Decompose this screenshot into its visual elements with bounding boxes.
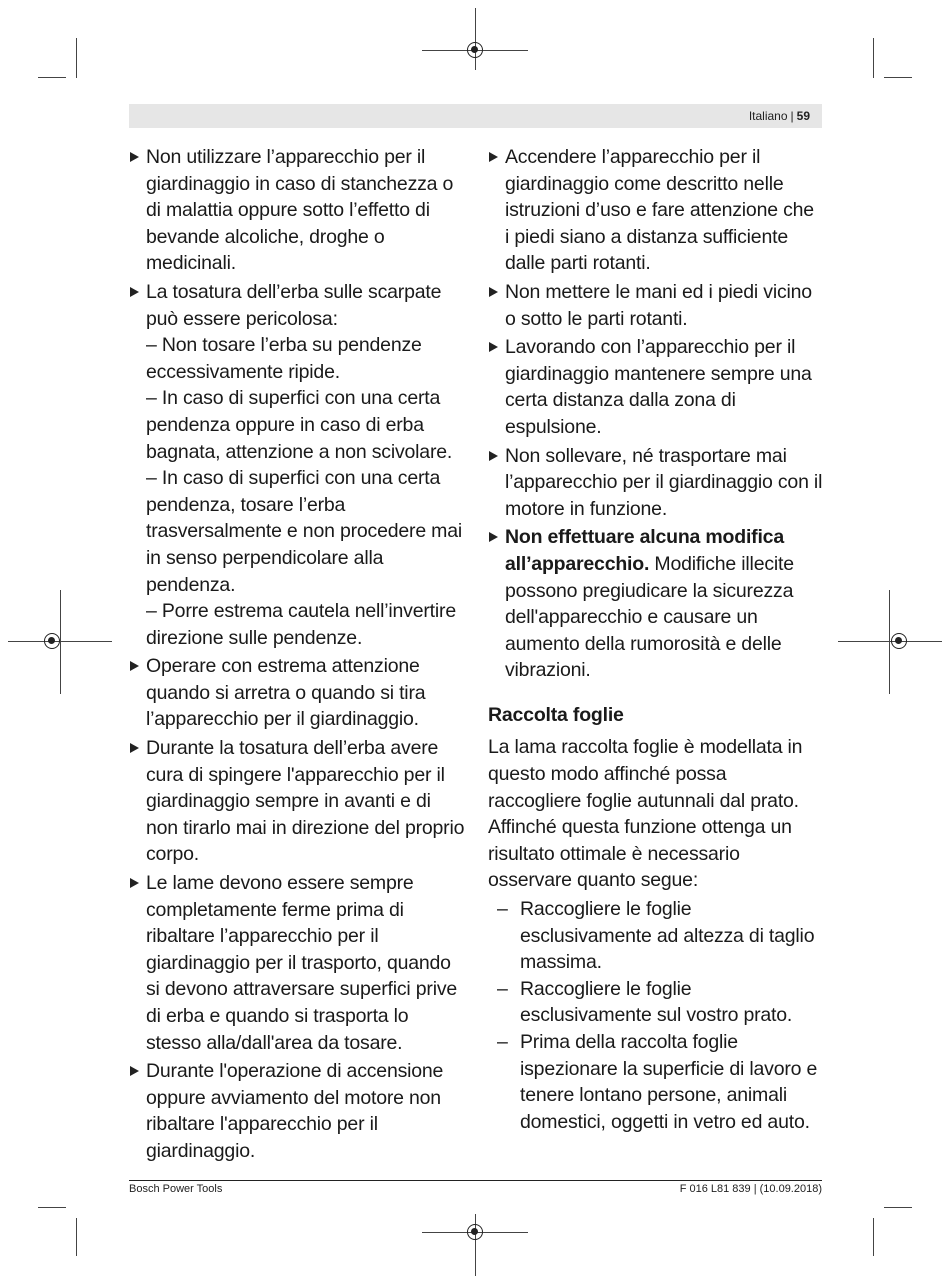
footer-brand: Bosch Power Tools bbox=[129, 1183, 223, 1195]
list-item-text: Accendere l’apparecchio per il giardinaggio come descritto nelle istruzioni d’uso e fare attenzione che i piedi siano a distanza sufficiente dalle parti rotanti. bbox=[505, 146, 814, 275]
triangle-bullet-icon bbox=[489, 532, 498, 542]
registration-mark-icon bbox=[44, 633, 60, 649]
warning-bold-text: Non effettuare alcuna modifica all’apparecchio. bbox=[505, 526, 784, 575]
section-heading: Raccolta foglie bbox=[488, 703, 624, 726]
sub-item-text: – In caso di superfici con una certa pendenza oppure in caso di erba bagnata, attenzione a non scivolare. bbox=[146, 387, 453, 463]
dash-list-item bbox=[488, 976, 823, 1029]
header-text: Italiano | 59 bbox=[748, 109, 810, 123]
dash-bullet-icon: – bbox=[497, 977, 508, 1000]
triangle-bullet-icon bbox=[130, 152, 139, 162]
list-item bbox=[488, 443, 823, 523]
list-item-text: Durante la tosatura dell’erba avere cura di spingere l'apparecchio per il giardinaggio sempre in avanti e di non tirarlo mai in direzione del proprio corpo. bbox=[146, 737, 465, 866]
crop-mark bbox=[873, 1218, 874, 1256]
dash-list-item-text: Raccogliere le foglie esclusivamente sul vostro prato. bbox=[520, 977, 793, 1027]
list-item bbox=[488, 524, 823, 684]
list-item-text: Operare con estrema attenzione quando si arretra o quando si tira l’apparecchio per il giardinaggio. bbox=[146, 655, 426, 731]
list-item-text: Modifiche illecite possono pregiudicare la sicurezza dell'apparecchio e causare un aumento della rumorosità e delle vibrazioni. bbox=[505, 552, 794, 682]
list-item-text: La tosatura dell’erba sulle scarpate può essere pericolosa: bbox=[146, 280, 442, 330]
crop-mark bbox=[38, 1207, 66, 1208]
list-item bbox=[129, 279, 467, 651]
dash-bullet-icon: – bbox=[497, 898, 508, 921]
list-item bbox=[488, 279, 823, 332]
list-item bbox=[129, 144, 467, 277]
footer-divider bbox=[129, 1180, 822, 1181]
list-item-text: Le lame devono essere sempre completamente ferme prima di ribaltare l’apparecchio per il giardinaggio per il trasporto, quando si devono attraversare superfici prive di erba e quando si trasporta lo stesso alla/dall'area da tosare. bbox=[146, 872, 458, 1054]
triangle-bullet-icon bbox=[130, 743, 139, 753]
list-item bbox=[129, 653, 467, 733]
dash-list bbox=[488, 896, 823, 1135]
crop-mark bbox=[76, 1218, 77, 1256]
triangle-bullet-icon bbox=[130, 1066, 139, 1076]
list-item bbox=[129, 1058, 467, 1164]
list-item bbox=[129, 735, 467, 868]
list-item-text: Non sollevare, né trasportare mai l’apparecchio per il giardinaggio con il motore in funzione. bbox=[505, 444, 823, 520]
dash-list-item bbox=[488, 896, 823, 976]
dash-list-item bbox=[488, 1029, 823, 1135]
sub-item-text: – Porre estrema cautela nell’invertire direzione sulle pendenze. bbox=[146, 600, 456, 649]
list-item-text: Non mettere le mani ed i piedi vicino o sotto le parti rotanti. bbox=[505, 280, 812, 330]
crop-mark bbox=[38, 77, 66, 78]
triangle-bullet-icon bbox=[489, 451, 498, 461]
section-paragraph: La lama raccolta foglie è modellata in questo modo affinché possa raccogliere foglie autunnali dal prato. Affinché questa funzione ottenga un risultato ottimale è necessario osservare quanto segue: bbox=[488, 736, 803, 892]
triangle-bullet-icon bbox=[130, 287, 139, 297]
header-language: Italiano bbox=[748, 109, 788, 123]
registration-line bbox=[838, 641, 942, 642]
triangle-bullet-icon bbox=[489, 287, 498, 297]
triangle-bullet-icon bbox=[489, 342, 498, 352]
dash-list-item-text: Raccogliere le foglie esclusivamente ad altezza di taglio massima. bbox=[520, 898, 815, 974]
triangle-bullet-icon bbox=[130, 878, 139, 888]
list-item bbox=[488, 334, 823, 440]
page-header bbox=[129, 104, 822, 128]
registration-line bbox=[475, 8, 476, 70]
sub-item-text: – Non tosare l’erba su pendenze eccessivamente ripide. bbox=[146, 334, 422, 383]
dash-bullet-icon: – bbox=[497, 1031, 508, 1053]
registration-mark-icon bbox=[891, 633, 907, 649]
registration-line bbox=[60, 590, 61, 694]
crop-mark bbox=[76, 38, 77, 78]
right-column bbox=[488, 144, 823, 1135]
list-item-text: Non utilizzare l’apparecchio per il giardinaggio in caso di stanchezza o di malattia oppure sotto l’effetto di bevande alcoliche, droghe o medicinali. bbox=[146, 146, 454, 275]
list-item-text: Lavorando con l’apparecchio per il giardinaggio mantenere sempre una certa distanza dalla zona di espulsione. bbox=[505, 336, 812, 438]
triangle-bullet-icon bbox=[130, 661, 139, 671]
list-item bbox=[129, 870, 467, 1056]
crop-mark bbox=[873, 38, 874, 78]
page-number: 59 bbox=[796, 109, 810, 123]
crop-mark bbox=[884, 1207, 912, 1208]
dash-list-item-text: Prima della raccolta foglie ispezionare la superficie di lavoro e tenere lontano persone, animali domestici, oggetti in vetro ed auto. bbox=[520, 1031, 818, 1133]
registration-line bbox=[8, 641, 112, 642]
triangle-bullet-icon bbox=[489, 152, 498, 162]
left-column bbox=[129, 144, 467, 1167]
list-item bbox=[488, 144, 823, 277]
sub-item-text: – In caso di superfici con una certa pendenza, tosare l’erba trasversalmente e non procedere mai in senso perpendicolare alla pendenza. bbox=[146, 467, 462, 596]
registration-mark-icon bbox=[467, 42, 483, 58]
registration-line bbox=[889, 590, 890, 694]
footer-doc-id: F 016 L81 839 | (10.09.2018) bbox=[679, 1183, 822, 1195]
registration-mark-icon bbox=[467, 1224, 483, 1240]
list-item-text: Durante l'operazione di accensione oppure avviamento del motore non ribaltare l'apparecchio per il giardinaggio. bbox=[146, 1060, 444, 1162]
crop-mark bbox=[884, 77, 912, 78]
